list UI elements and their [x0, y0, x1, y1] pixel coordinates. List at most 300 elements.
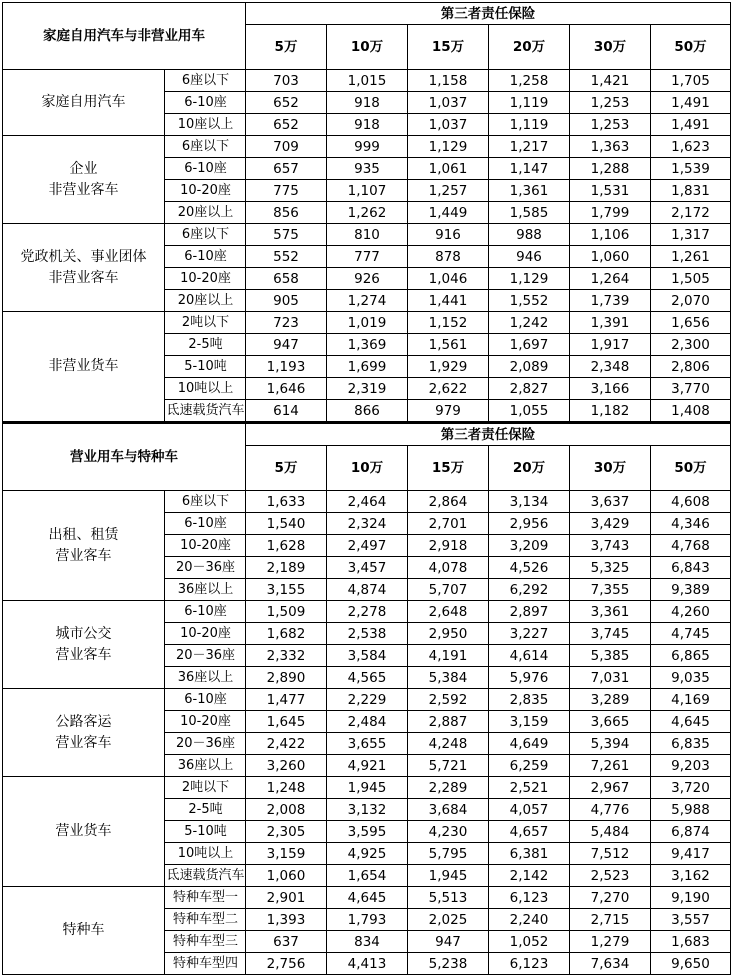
- subcategory-label: 36座以上: [165, 667, 246, 689]
- premium-value: 1,531: [570, 180, 651, 202]
- premium-value: 3,557: [651, 909, 731, 931]
- premium-value: 703: [246, 70, 327, 92]
- premium-value: 6,123: [489, 953, 570, 975]
- premium-value: 3,166: [570, 378, 651, 400]
- premium-value: 2,538: [327, 623, 408, 645]
- premium-value: 9,650: [651, 953, 731, 975]
- premium-value: 4,191: [408, 645, 489, 667]
- premium-value: 5,385: [570, 645, 651, 667]
- subcategory-label: 10-20座: [165, 623, 246, 645]
- subcategory-label: 6座以下: [165, 224, 246, 246]
- premium-value: 1,060: [570, 246, 651, 268]
- premium-value: 1,015: [327, 70, 408, 92]
- premium-value: 2,827: [489, 378, 570, 400]
- category-label-line: 出租、租赁: [48, 526, 119, 543]
- premium-value: 1,052: [489, 931, 570, 953]
- premium-value: 5,976: [489, 667, 570, 689]
- premium-value: 1,646: [246, 378, 327, 400]
- premium-value: 4,614: [489, 645, 570, 667]
- premium-value: 3,260: [246, 755, 327, 777]
- coverage-title: 第三者责任保险: [246, 3, 731, 25]
- premium-value: 2,189: [246, 557, 327, 579]
- premium-value: 4,169: [651, 689, 731, 711]
- premium-value: 6,292: [489, 579, 570, 601]
- premium-value: 1,929: [408, 356, 489, 378]
- category-label-line: 特种车: [62, 922, 105, 938]
- premium-value: 946: [489, 246, 570, 268]
- category-label: [3, 136, 165, 224]
- premium-value: 1,408: [651, 400, 731, 423]
- subcategory-label: 20－36座: [165, 733, 246, 755]
- premium-value: 6,123: [489, 887, 570, 909]
- premium-value: 7,634: [570, 953, 651, 975]
- premium-value: 2,521: [489, 777, 570, 799]
- premium-value: 1,561: [408, 334, 489, 356]
- premium-value: 988: [489, 224, 570, 246]
- premium-value: 2,142: [489, 865, 570, 887]
- premium-value: 4,768: [651, 535, 731, 557]
- premium-value: 9,203: [651, 755, 731, 777]
- premium-value: 4,608: [651, 491, 731, 513]
- premium-value: 1,491: [651, 114, 731, 136]
- subcategory-label: 6座以下: [165, 491, 246, 513]
- amount-header: 15万: [408, 25, 489, 70]
- premium-value: 2,756: [246, 953, 327, 975]
- premium-value: 1,055: [489, 400, 570, 423]
- premium-value: 810: [327, 224, 408, 246]
- premium-value: 1,505: [651, 268, 731, 290]
- premium-value: 1,242: [489, 312, 570, 334]
- premium-value: 2,967: [570, 777, 651, 799]
- premium-value: 1,491: [651, 92, 731, 114]
- premium-value: 7,031: [570, 667, 651, 689]
- category-label-line: 非营业客车: [48, 269, 119, 286]
- premium-value: 2,289: [408, 777, 489, 799]
- premium-value: 1,441: [408, 290, 489, 312]
- header-row: [3, 3, 731, 25]
- premium-value: 1,253: [570, 114, 651, 136]
- premium-value: 3,132: [327, 799, 408, 821]
- premium-value: 4,078: [408, 557, 489, 579]
- premium-value: 2,887: [408, 711, 489, 733]
- premium-value: 1,739: [570, 290, 651, 312]
- premium-value: 2,890: [246, 667, 327, 689]
- premium-value: 2,172: [651, 202, 731, 224]
- premium-value: 2,497: [327, 535, 408, 557]
- subcategory-label: 特种车型四: [165, 953, 246, 975]
- premium-value: 7,270: [570, 887, 651, 909]
- premium-value: 3,655: [327, 733, 408, 755]
- premium-value: 3,637: [570, 491, 651, 513]
- premium-value: 1,152: [408, 312, 489, 334]
- category-label: [3, 491, 165, 601]
- premium-value: 1,129: [489, 268, 570, 290]
- category-label-line: 营业客车: [55, 734, 112, 751]
- premium-value: 5,721: [408, 755, 489, 777]
- subcategory-label: 10-20座: [165, 180, 246, 202]
- premium-value: 4,925: [327, 843, 408, 865]
- premium-value: 905: [246, 290, 327, 312]
- premium-value: 5,988: [651, 799, 731, 821]
- table-row: [3, 70, 731, 92]
- amount-header: 20万: [489, 25, 570, 70]
- premium-value: 1,317: [651, 224, 731, 246]
- premium-value: 4,565: [327, 667, 408, 689]
- premium-value: 1,793: [327, 909, 408, 931]
- premium-value: 1,628: [246, 535, 327, 557]
- premium-value: 926: [327, 268, 408, 290]
- premium-value: 3,743: [570, 535, 651, 557]
- category-label: [3, 601, 165, 689]
- subcategory-label: 6-10座: [165, 601, 246, 623]
- premium-value: 1,509: [246, 601, 327, 623]
- premium-value: 9,389: [651, 579, 731, 601]
- premium-value: 4,057: [489, 799, 570, 821]
- premium-value: 5,484: [570, 821, 651, 843]
- premium-value: 3,289: [570, 689, 651, 711]
- premium-value: 2,950: [408, 623, 489, 645]
- premium-value: 866: [327, 400, 408, 423]
- subcategory-label: 6-10座: [165, 689, 246, 711]
- premium-value: 1,552: [489, 290, 570, 312]
- premium-value: 1,060: [246, 865, 327, 887]
- premium-value: 1,917: [570, 334, 651, 356]
- subcategory-label: 2吨以下: [165, 312, 246, 334]
- subcategory-label: 10-20座: [165, 535, 246, 557]
- premium-value: 3,429: [570, 513, 651, 535]
- category-label: [3, 777, 165, 887]
- premium-value: 3,227: [489, 623, 570, 645]
- premium-value: 1,019: [327, 312, 408, 334]
- premium-value: 657: [246, 158, 327, 180]
- premium-value: 3,584: [327, 645, 408, 667]
- premium-value: 2,348: [570, 356, 651, 378]
- subcategory-label: 6座以下: [165, 136, 246, 158]
- premium-value: 4,248: [408, 733, 489, 755]
- premium-value: 1,061: [408, 158, 489, 180]
- premium-value: 1,633: [246, 491, 327, 513]
- premium-value: 1,279: [570, 931, 651, 953]
- premium-value: 5,513: [408, 887, 489, 909]
- premium-value: 2,229: [327, 689, 408, 711]
- premium-value: 3,209: [489, 535, 570, 557]
- subcategory-label: 特种车型三: [165, 931, 246, 953]
- premium-value: 1,046: [408, 268, 489, 290]
- premium-value: 9,035: [651, 667, 731, 689]
- subcategory-label: 36座以上: [165, 755, 246, 777]
- premium-value: 2,864: [408, 491, 489, 513]
- premium-value: 916: [408, 224, 489, 246]
- category-label-line: 企业: [69, 160, 98, 177]
- premium-value: 4,260: [651, 601, 731, 623]
- premium-value: 6,865: [651, 645, 731, 667]
- subcategory-label: 10吨以上: [165, 843, 246, 865]
- premium-value: 947: [246, 334, 327, 356]
- amount-header: 10万: [327, 446, 408, 491]
- premium-value: 1,705: [651, 70, 731, 92]
- table-row: [3, 887, 731, 909]
- premium-value: 1,393: [246, 909, 327, 931]
- category-label-line: 营业客车: [55, 547, 112, 564]
- premium-value: 2,300: [651, 334, 731, 356]
- subcategory-label: 5-10吨: [165, 821, 246, 843]
- premium-value: 3,159: [489, 711, 570, 733]
- premium-value: 1,369: [327, 334, 408, 356]
- section-title: 家庭自用汽车与非营业用车: [3, 3, 246, 70]
- premium-value: 2,305: [246, 821, 327, 843]
- subcategory-label: 6-10座: [165, 513, 246, 535]
- premium-value: 5,394: [570, 733, 651, 755]
- premium-value: 1,945: [327, 777, 408, 799]
- premium-value: 3,770: [651, 378, 731, 400]
- amount-header: 5万: [246, 446, 327, 491]
- amount-header: 50万: [651, 446, 731, 491]
- premium-value: 5,384: [408, 667, 489, 689]
- premium-value: 777: [327, 246, 408, 268]
- subcategory-label: 6座以下: [165, 70, 246, 92]
- amount-header: 15万: [408, 446, 489, 491]
- premium-value: 4,526: [489, 557, 570, 579]
- premium-value: 1,119: [489, 114, 570, 136]
- premium-value: 2,701: [408, 513, 489, 535]
- category-label-line: 营业货车: [55, 823, 112, 839]
- premium-value: 575: [246, 224, 327, 246]
- premium-value: 658: [246, 268, 327, 290]
- premium-value: 6,381: [489, 843, 570, 865]
- premium-value: 2,464: [327, 491, 408, 513]
- premium-value: 552: [246, 246, 327, 268]
- premium-value: 3,361: [570, 601, 651, 623]
- premium-value: 1,037: [408, 92, 489, 114]
- premium-value: 834: [327, 931, 408, 953]
- premium-value: 1,129: [408, 136, 489, 158]
- premium-value: 2,622: [408, 378, 489, 400]
- premium-value: 9,190: [651, 887, 731, 909]
- premium-table: [2, 2, 731, 975]
- category-label-line: 家庭自用汽车: [41, 94, 126, 110]
- premium-value: 1,258: [489, 70, 570, 92]
- premium-value: 1,585: [489, 202, 570, 224]
- premium-value: 1,193: [246, 356, 327, 378]
- premium-value: 3,457: [327, 557, 408, 579]
- premium-value: 1,262: [327, 202, 408, 224]
- premium-value: 1,253: [570, 92, 651, 114]
- subcategory-label: 特种车型二: [165, 909, 246, 931]
- subcategory-label: 10座以上: [165, 114, 246, 136]
- amount-header: 50万: [651, 25, 731, 70]
- premium-value: 947: [408, 931, 489, 953]
- table-row: [3, 777, 731, 799]
- premium-value: 2,835: [489, 689, 570, 711]
- premium-value: 4,657: [489, 821, 570, 843]
- premium-value: 1,477: [246, 689, 327, 711]
- premium-value: 1,391: [570, 312, 651, 334]
- premium-value: 1,682: [246, 623, 327, 645]
- table-row: [3, 312, 731, 334]
- premium-value: 1,037: [408, 114, 489, 136]
- premium-value: 5,795: [408, 843, 489, 865]
- subcategory-label: 20座以上: [165, 290, 246, 312]
- premium-value: 1,274: [327, 290, 408, 312]
- premium-value: 2,332: [246, 645, 327, 667]
- premium-value: 6,843: [651, 557, 731, 579]
- subcategory-label: 特种车型一: [165, 887, 246, 909]
- premium-value: 1,645: [246, 711, 327, 733]
- premium-value: 2,278: [327, 601, 408, 623]
- category-label-line: 公路客运: [55, 713, 112, 730]
- premium-value: 5,238: [408, 953, 489, 975]
- premium-value: 979: [408, 400, 489, 423]
- premium-value: 6,259: [489, 755, 570, 777]
- subcategory-label: 6-10座: [165, 158, 246, 180]
- premium-value: 999: [327, 136, 408, 158]
- premium-value: 637: [246, 931, 327, 953]
- premium-value: 2,484: [327, 711, 408, 733]
- subcategory-label: 6-10座: [165, 246, 246, 268]
- premium-value: 1,147: [489, 158, 570, 180]
- premium-value: 1,257: [408, 180, 489, 202]
- premium-value: 1,623: [651, 136, 731, 158]
- table-row: [3, 224, 731, 246]
- premium-value: 1,288: [570, 158, 651, 180]
- premium-value: 2,715: [570, 909, 651, 931]
- subcategory-label: 20－36座: [165, 645, 246, 667]
- premium-value: 6,874: [651, 821, 731, 843]
- premium-value: 2,806: [651, 356, 731, 378]
- premium-value: 2,592: [408, 689, 489, 711]
- premium-value: 2,897: [489, 601, 570, 623]
- premium-value: 723: [246, 312, 327, 334]
- subcategory-label: 氐速载货汽车: [165, 865, 246, 887]
- premium-value: 4,346: [651, 513, 731, 535]
- premium-value: 1,540: [246, 513, 327, 535]
- amount-header: 30万: [570, 446, 651, 491]
- premium-value: 3,159: [246, 843, 327, 865]
- premium-value: 3,162: [651, 865, 731, 887]
- premium-value: 918: [327, 92, 408, 114]
- section-title: 营业用车与特种车: [3, 423, 246, 491]
- category-label: [3, 224, 165, 312]
- subcategory-label: 2-5吨: [165, 334, 246, 356]
- premium-value: 1,158: [408, 70, 489, 92]
- premium-value: 1,683: [651, 931, 731, 953]
- premium-value: 4,230: [408, 821, 489, 843]
- premium-value: 2,089: [489, 356, 570, 378]
- subcategory-label: 氐速载货汽车: [165, 400, 246, 423]
- premium-value: 5,325: [570, 557, 651, 579]
- premium-value: 935: [327, 158, 408, 180]
- premium-value: 2,918: [408, 535, 489, 557]
- premium-value: 6,835: [651, 733, 731, 755]
- premium-value: 4,776: [570, 799, 651, 821]
- premium-value: 2,648: [408, 601, 489, 623]
- premium-value: 856: [246, 202, 327, 224]
- subcategory-label: 2-5吨: [165, 799, 246, 821]
- premium-value: 3,665: [570, 711, 651, 733]
- subcategory-label: 6-10座: [165, 92, 246, 114]
- premium-value: 1,945: [408, 865, 489, 887]
- premium-value: 2,240: [489, 909, 570, 931]
- premium-value: 5,707: [408, 579, 489, 601]
- subcategory-label: 36座以上: [165, 579, 246, 601]
- premium-value: 2,008: [246, 799, 327, 821]
- amount-header: 10万: [327, 25, 408, 70]
- premium-value: 1,363: [570, 136, 651, 158]
- premium-value: 7,512: [570, 843, 651, 865]
- premium-value: 1,182: [570, 400, 651, 423]
- subcategory-label: 2吨以下: [165, 777, 246, 799]
- category-label: [3, 887, 165, 975]
- category-label: [3, 689, 165, 777]
- premium-value: 2,025: [408, 909, 489, 931]
- premium-value: 3,155: [246, 579, 327, 601]
- premium-value: 4,413: [327, 953, 408, 975]
- table-row: [3, 601, 731, 623]
- premium-value: 7,261: [570, 755, 651, 777]
- category-label: [3, 312, 165, 423]
- amount-header: 30万: [570, 25, 651, 70]
- premium-value: 4,921: [327, 755, 408, 777]
- table-row: [3, 491, 731, 513]
- premium-value: 1,654: [327, 865, 408, 887]
- header-row: [3, 423, 731, 446]
- premium-value: 3,684: [408, 799, 489, 821]
- category-label-line: 城市公交: [55, 625, 112, 642]
- premium-value: 2,319: [327, 378, 408, 400]
- premium-value: 2,070: [651, 290, 731, 312]
- premium-value: 2,901: [246, 887, 327, 909]
- subcategory-label: 20－36座: [165, 557, 246, 579]
- premium-value: 1,261: [651, 246, 731, 268]
- coverage-title: 第三者责任保险: [246, 423, 731, 446]
- premium-value: 1,449: [408, 202, 489, 224]
- subcategory-label: 5-10吨: [165, 356, 246, 378]
- premium-value: 2,956: [489, 513, 570, 535]
- premium-value: 614: [246, 400, 327, 423]
- amount-header: 5万: [246, 25, 327, 70]
- premium-value: 9,417: [651, 843, 731, 865]
- premium-value: 4,645: [651, 711, 731, 733]
- premium-value: 652: [246, 92, 327, 114]
- premium-value: 1,699: [327, 356, 408, 378]
- subcategory-label: 10-20座: [165, 711, 246, 733]
- premium-value: 709: [246, 136, 327, 158]
- subcategory-label: 10-20座: [165, 268, 246, 290]
- premium-value: 4,649: [489, 733, 570, 755]
- premium-value: 4,645: [327, 887, 408, 909]
- premium-value: 3,134: [489, 491, 570, 513]
- category-label-line: 党政机关、事业团体: [20, 248, 147, 265]
- premium-value: 1,107: [327, 180, 408, 202]
- premium-value: 1,361: [489, 180, 570, 202]
- category-label-line: 营业客车: [55, 646, 112, 663]
- premium-value: 775: [246, 180, 327, 202]
- subcategory-label: 10吨以上: [165, 378, 246, 400]
- premium-value: 4,874: [327, 579, 408, 601]
- premium-value: 1,217: [489, 136, 570, 158]
- premium-value: 7,355: [570, 579, 651, 601]
- premium-value: 3,595: [327, 821, 408, 843]
- premium-value: 2,324: [327, 513, 408, 535]
- premium-value: 652: [246, 114, 327, 136]
- premium-value: 1,697: [489, 334, 570, 356]
- premium-value: 1,656: [651, 312, 731, 334]
- premium-value: 2,422: [246, 733, 327, 755]
- premium-value: 1,799: [570, 202, 651, 224]
- table-row: [3, 689, 731, 711]
- table-row: [3, 136, 731, 158]
- premium-value: 2,523: [570, 865, 651, 887]
